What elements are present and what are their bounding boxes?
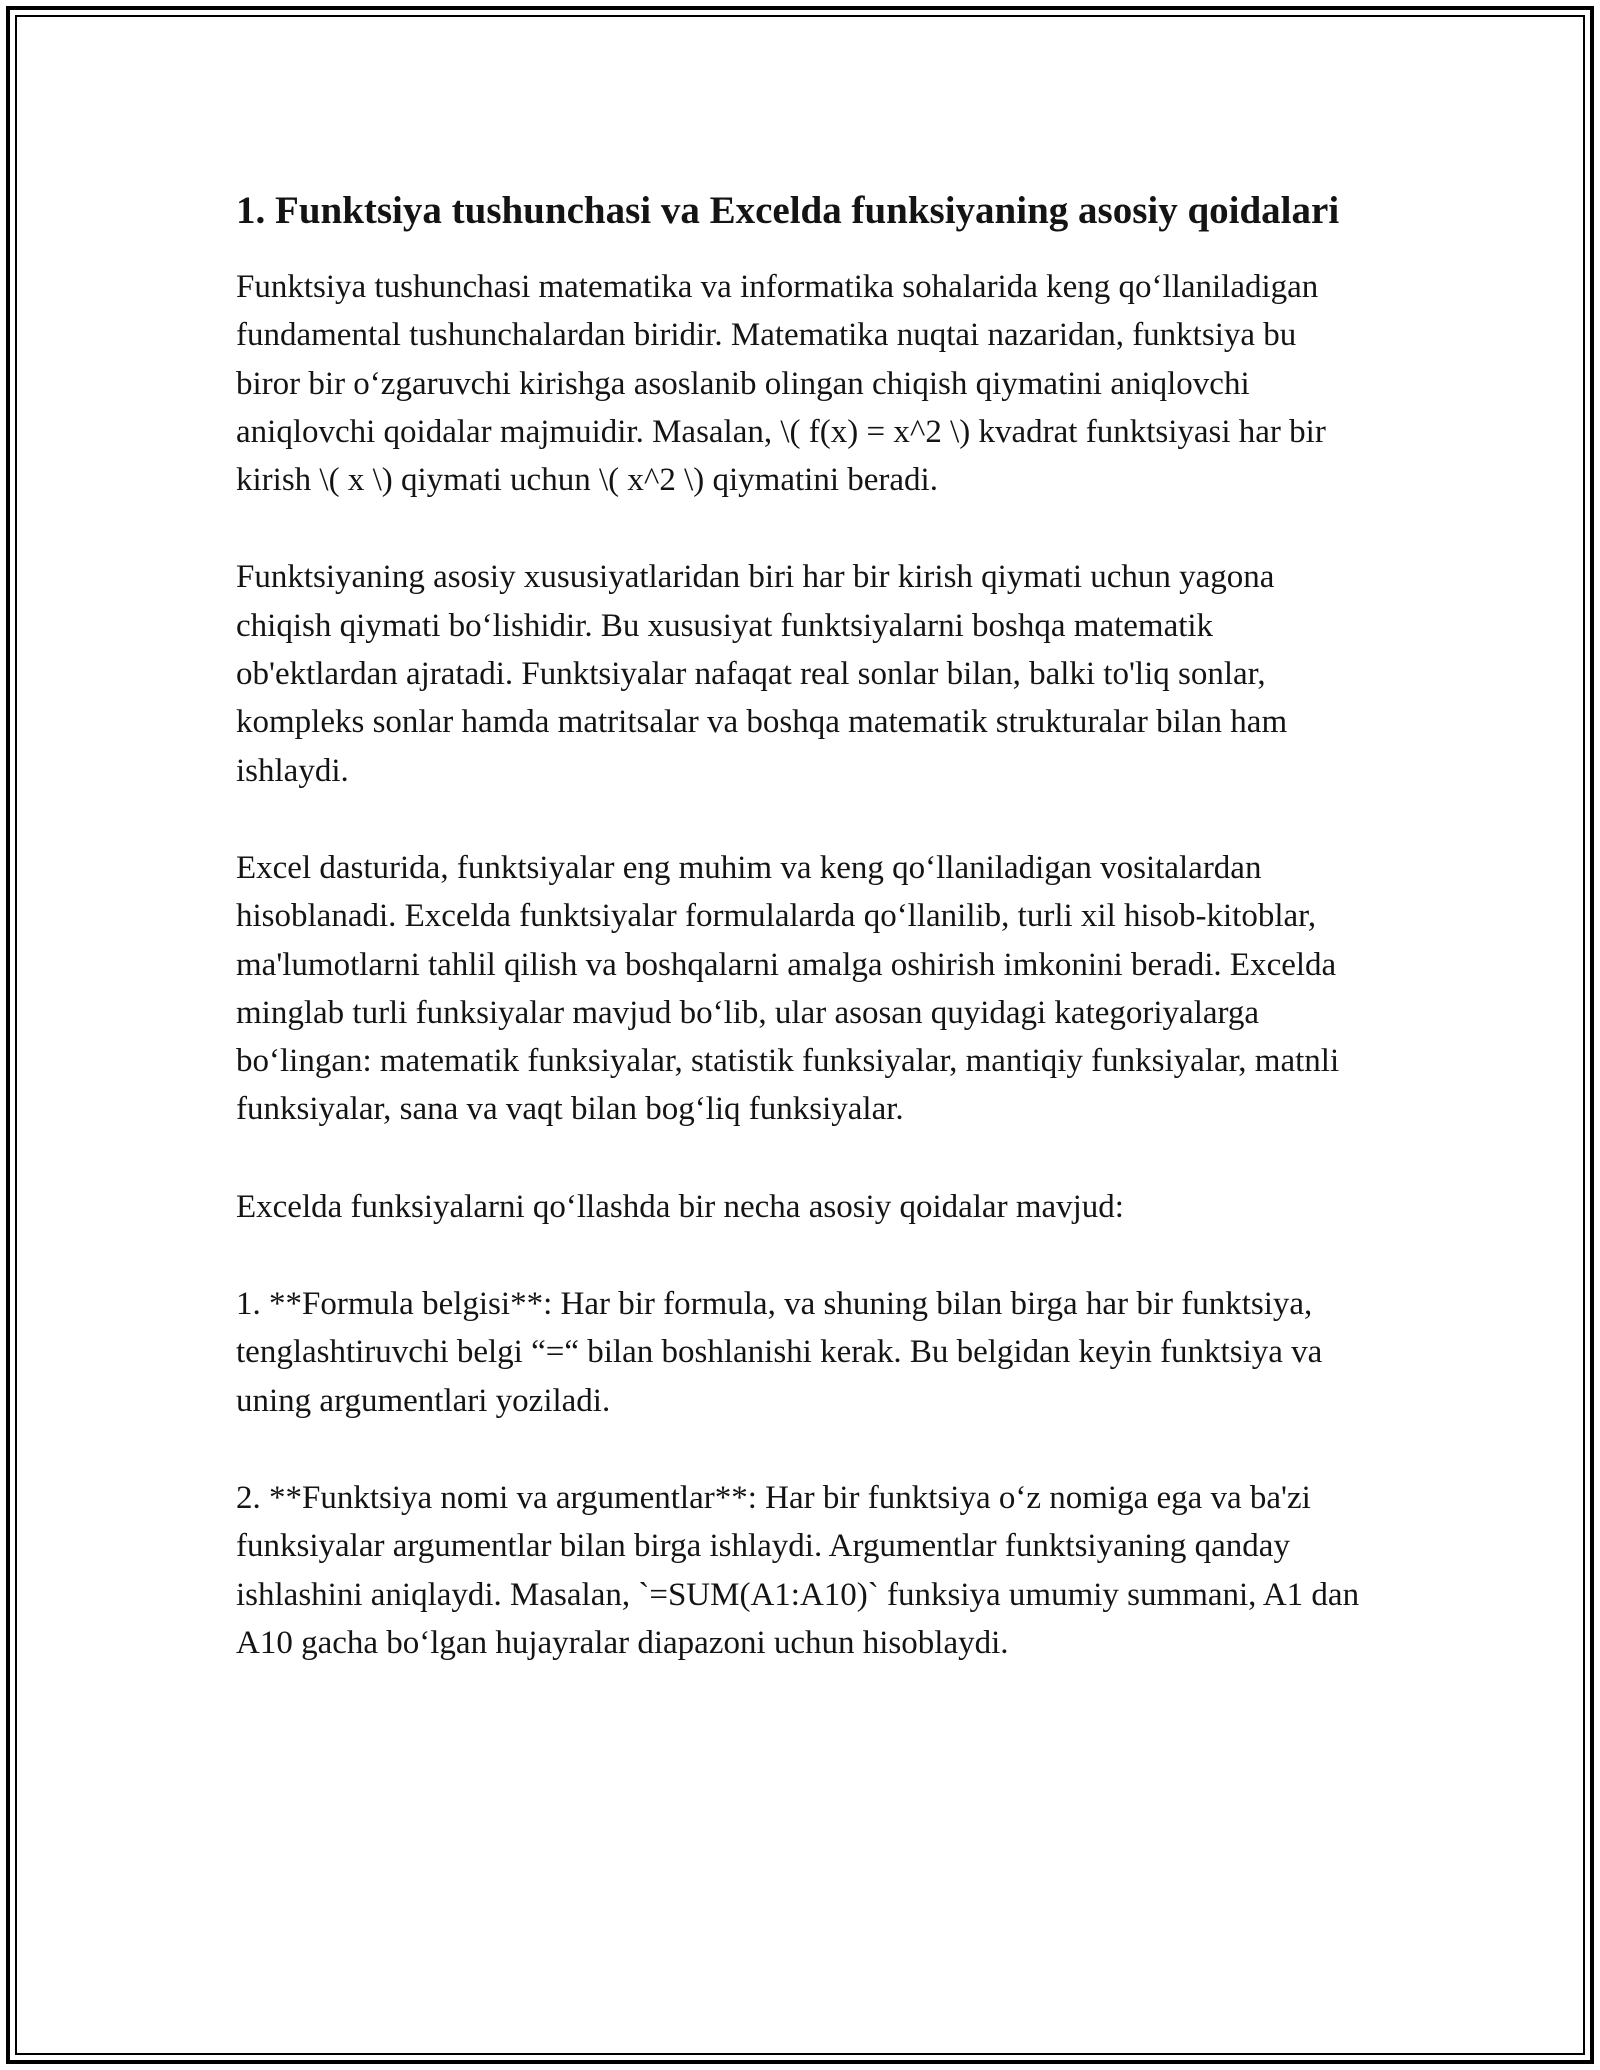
document-body <box>236 184 1366 1716</box>
paragraph-rule-formula-sign: 1. **Formula belgisi**: Har bir formula, va shuning bilan birga har bir funktsiya, tenglashtiruvchi belgi “=“ bilan boshlanishi kerak. Bu belgidan keyin funktsiya va uning argumentlari yoziladi. <box>236 1286 1323 1419</box>
paragraph-rules-intro: Excelda funksiyalarni qo‘llashda bir necha asosiy qoidalar mavjud: <box>236 1188 1124 1225</box>
paragraph-excel-functions: Excel dasturida, funktsiyalar eng muhim va keng qo‘llaniladigan vositalardan hisoblanadi. Excelda funktsiyalar formulalarda qo‘llanilib, turli xil hisob-kitoblar, ma'lumotlarni tahlil qilish va boshqalarni amalga oshirish imkonini beradi. Excelda minglab turli funksiyalar mavjud bo‘lib, ular asosan quyidagi kategoriyalarga bo‘lingan: matematik funksiyalar, statistik funksiyalar, mantiqiy funksiyalar, matnli funksiyalar, sana va vaqt bilan bog‘liq funksiyalar. <box>236 849 1340 1128</box>
document-title: 1. Funktsiya tushunchasi va Excelda funksiyaning asosiy qoidalari <box>236 189 1340 232</box>
paragraph-function-definition: Funktsiya tushunchasi matematika va informatika sohalarida keng qo‘llaniladigan fundamental tushunchalardan biridir. Matematika nuqtai nazaridan, funktsiya bu biror bir o‘zgaruvchi kirishga asoslanib olingan chiqish qiymatini aniqlovchi aniqlovchi qoidalar majmuidir. Masalan, \( f(x) = x^2 \) kvadrat funktsiyasi har bir kirish \( x \) qiymati uchun \( x^2 \) qiymatini beradi. <box>236 269 1326 499</box>
paragraph-function-properties: Funktsiyaning asosiy xususiyatlaridan biri har bir kirish qiymati uchun yagona chiqish qiymati bo‘lishidir. Bu xususiyat funktsiyalarni boshqa matematik ob'ektlardan ajratadi. Funktsiyalar nafaqat real sonlar bilan, balki to'liq sonlar, kompleks sonlar hamda matritsalar va boshqa matematik strukturalar bilan ham ishlaydi. <box>236 559 1288 789</box>
paragraph-rule-function-name-arguments: 2. **Funktsiya nomi va argumentlar**: Har bir funktsiya o‘z nomiga ega va ba'zi funksiyalar argumentlar bilan birga ishlaydi. Argumentlar funktsiyaning qanday ishlashini aniqlaydi. Masalan, `=SUM(A1:A10)` funksiya umumiy summani, A1 dan A10 gacha bo‘lgan hujayralar diapazoni uchun hisoblaydi. <box>236 1479 1360 1661</box>
